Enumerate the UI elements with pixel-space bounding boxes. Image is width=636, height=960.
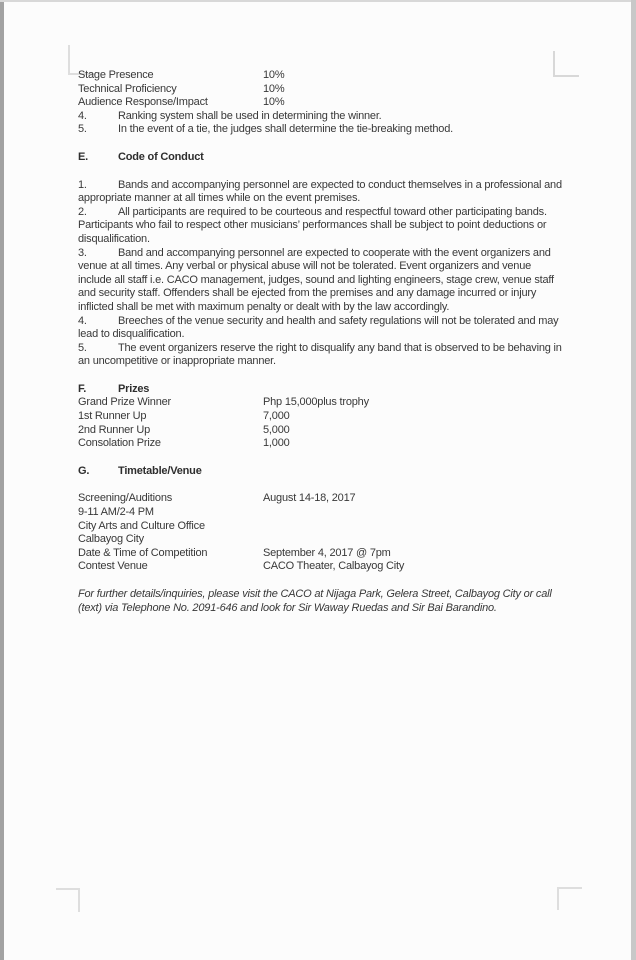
timetable-label: Calbayog City	[78, 533, 144, 546]
timetable-label: Contest Venue	[78, 560, 148, 573]
prize-value: 7,000	[263, 410, 290, 423]
screenshot-top-edge	[0, 0, 636, 2]
list-item	[78, 110, 564, 124]
prize-label: 2nd Runner Up	[78, 423, 151, 436]
criteria-value: 10%	[263, 96, 285, 109]
prize-row	[78, 396, 564, 410]
crop-mark-bottom-right	[557, 887, 582, 910]
section-title: Timetable/Venue	[118, 464, 202, 477]
list-item	[78, 247, 564, 315]
list-item-text: All participants are required to be courteous and respectful toward other participating bands. Participants who fail to respect other musicians’ performances shall be subject to point deductions or disqualification.	[78, 205, 547, 245]
section-letter: F.	[78, 382, 87, 395]
timetable-row	[78, 560, 564, 574]
timetable-row	[78, 533, 564, 547]
timetable-label: 9-11 AM/2-4 PM	[78, 506, 154, 519]
prize-row	[78, 437, 564, 451]
timetable-value	[263, 520, 564, 534]
criteria-label: Stage Presence	[78, 69, 154, 81]
criteria-value: 10%	[263, 82, 285, 95]
list-item-number: 4.	[78, 314, 87, 327]
list-item-number: 2.	[78, 205, 87, 218]
prize-label: Grand Prize Winner	[78, 396, 171, 409]
section-heading-timetable	[78, 465, 564, 479]
prize-value: 1,000	[263, 437, 290, 450]
timetable-value: CACO Theater, Calbayog City	[263, 560, 405, 573]
timetable-value	[263, 533, 564, 547]
list-item	[78, 206, 564, 247]
prize-label: Consolation Prize	[78, 437, 161, 450]
list-item	[78, 315, 564, 342]
prize-value: 5,000	[263, 423, 290, 436]
list-item-number: 4.	[78, 109, 87, 122]
prizes-section	[78, 383, 564, 451]
list-item-number: 1.	[78, 178, 87, 191]
list-item-text: Breeches of the venue security and health and safety regulations will not be tolerated and may lead to disqualification.	[78, 314, 559, 341]
screenshot-right-edge	[631, 0, 636, 960]
list-item-number: 5.	[78, 123, 87, 136]
prize-row	[78, 410, 564, 424]
section-heading-code-of-conduct	[78, 151, 564, 165]
list-item	[78, 123, 564, 137]
timetable-section	[78, 465, 564, 574]
code-of-conduct-section	[78, 151, 564, 369]
footer-note: For further details/inquiries, please visit the CACO at Nijaga Park, Gelera Street, Calbayog City or call (text) via Telephone No. 2091-646 and look for Sir Waway Ruedas and Sir Bai Barandino.	[78, 588, 552, 614]
timetable-value: August 14-18, 2017	[263, 492, 356, 505]
section-letter: E.	[78, 150, 88, 163]
timetable-row	[78, 547, 564, 561]
timetable-label: City Arts and Culture Office	[78, 519, 205, 532]
section-heading-prizes	[78, 383, 564, 397]
criteria-row	[78, 69, 564, 83]
timetable-label: Date & Time of Competition	[78, 546, 208, 559]
timetable-value: September 4, 2017 @ 7pm	[263, 546, 391, 559]
list-item-text: Ranking system shall be used in determining the winner.	[118, 109, 382, 122]
prize-row	[78, 424, 564, 438]
timetable-row	[78, 506, 564, 520]
criteria-label: Audience Response/Impact	[78, 96, 208, 109]
document-body	[78, 69, 564, 615]
screenshot-left-edge	[0, 0, 4, 960]
criteria-row	[78, 96, 564, 110]
timetable-row	[78, 520, 564, 534]
list-item-text: Bands and accompanying personnel are expected to conduct themselves in a professional and appropriate manner at all times while on the event premises.	[78, 178, 562, 205]
list-item	[78, 179, 564, 206]
list-item-text: In the event of a tie, the judges shall determine the tie-breaking method.	[118, 123, 453, 136]
list-item	[78, 342, 564, 369]
criteria-label: Technical Proficiency	[78, 82, 177, 95]
section-title: Code of Conduct	[118, 150, 204, 163]
section-letter: G.	[78, 464, 90, 477]
criteria-row	[78, 83, 564, 97]
list-item-text: The event organizers reserve the right to disqualify any band that is observed to be behaving in an uncompetitive or inappropriate manner.	[78, 341, 562, 368]
list-item-number: 3.	[78, 246, 87, 259]
prize-label: 1st Runner Up	[78, 410, 147, 423]
section-title: Prizes	[118, 382, 150, 395]
prize-value: Php 15,000plus trophy	[263, 396, 369, 409]
timetable-value	[263, 506, 564, 520]
list-item-number: 5.	[78, 341, 87, 354]
crop-mark-bottom-left	[56, 888, 80, 912]
criteria-value: 10%	[263, 69, 285, 81]
criteria-section	[78, 69, 564, 137]
list-item-text: Band and accompanying personnel are expected to cooperate with the event organizers and venue at all times. Any verbal or physical abuse will not be tolerated. Event organizers and venue include all staff i.e. CACO management, judges, sound and lighting engineers, stage crew, venue staff and security staff. Offenders shall be ejected from the premises and any damage incurred or injury inflicted shall be met with maximum penalty or dealt with by the law accordingly.	[78, 246, 554, 313]
timetable-row	[78, 492, 564, 506]
timetable-label: Screening/Auditions	[78, 492, 173, 505]
